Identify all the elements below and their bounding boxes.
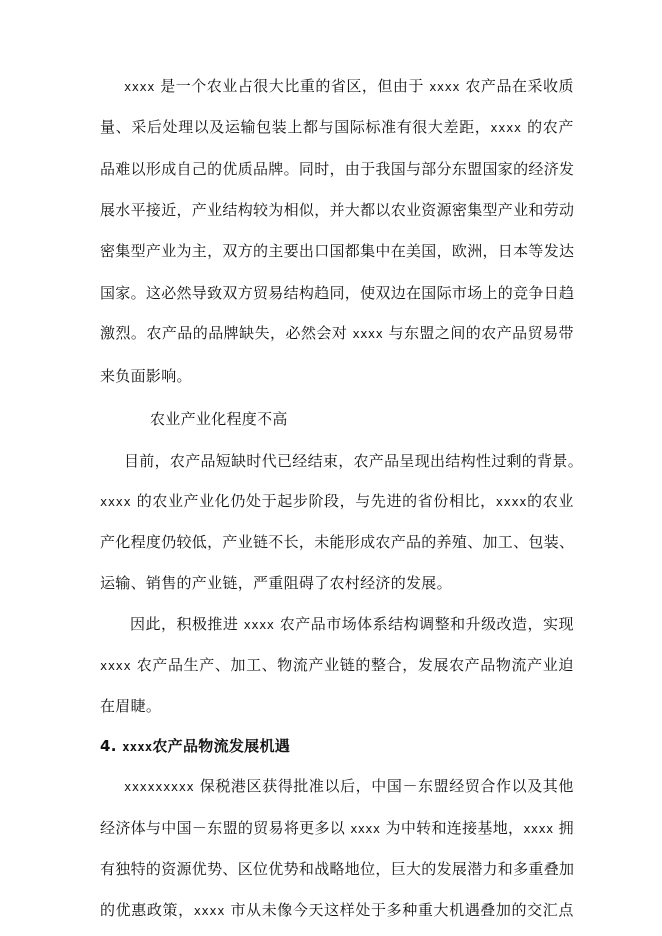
text-line: 的优惠政策，xxxx 市从未像今天这样处于多种重大机遇叠加的交汇点	[100, 901, 575, 919]
text-line: 激烈。农产品的品牌缺失，必然会对 xxxx 与东盟之间的农产品贸易带	[100, 324, 574, 342]
text-line: xxxx 的农业产业化仍处于起步阶段，与先进的省份相比，xxxx的农业	[100, 492, 574, 510]
text-line: xxxx 是一个农业占很大比重的省区，但由于 xxxx 农产品在采收质	[124, 77, 574, 95]
section-subheading: 农业产业化程度不高	[150, 410, 288, 428]
text-line: 量、采后处理以及运输包装上都与国际标准有很大差距，xxxx 的农产	[100, 118, 574, 136]
text-line: 运输、销售的产业链，严重阻碍了农村经济的发展。	[100, 574, 452, 592]
text-line: 密集型产业为主，双方的主要出口国都集中在美国，欧洲，日本等发达	[100, 242, 575, 260]
section-heading: 4. xxxx农产品物流发展机遇	[100, 737, 291, 755]
text-line: 有独特的资源优势、区位优势和战略地位，巨大的发展潜力和多重叠加	[100, 860, 575, 878]
text-line: xxxxxxxxx 保税港区获得批准以后，中国－东盟经贸合作以及其他	[124, 777, 574, 795]
text-line: 目前，农产品短缺时代已经结束，农产品呈现出结构性过剩的背景。	[124, 452, 584, 470]
text-line: 在眉睫。	[100, 697, 162, 715]
text-line: 经济体与中国－东盟的贸易将更多以 xxxx 为中转和连接基地，xxxx 拥	[100, 819, 574, 837]
text-line: 国家。这必然导致双方贸易结构趋同，使双边在国际市场上的竞争日趋	[100, 284, 575, 302]
text-line: 产化程度仍较低，产业链不长，未能形成农产品的养殖、加工、包装、	[100, 533, 575, 551]
text-line: xxxx 农产品生产、加工、物流产业链的整合，发展农产品物流产业迫	[100, 656, 574, 674]
text-line: 因此，积极推进 xxxx 农产品市场体系结构调整和升级改造，实现	[130, 615, 574, 633]
text-line: 展水平接近，产业结构较为相似，并大都以农业资源密集型产业和劳动	[100, 201, 575, 219]
text-line: 来负面影响。	[100, 367, 192, 385]
text-line: 品难以形成自己的优质品牌。同时，由于我国与部分东盟国家的经济发	[100, 160, 575, 178]
